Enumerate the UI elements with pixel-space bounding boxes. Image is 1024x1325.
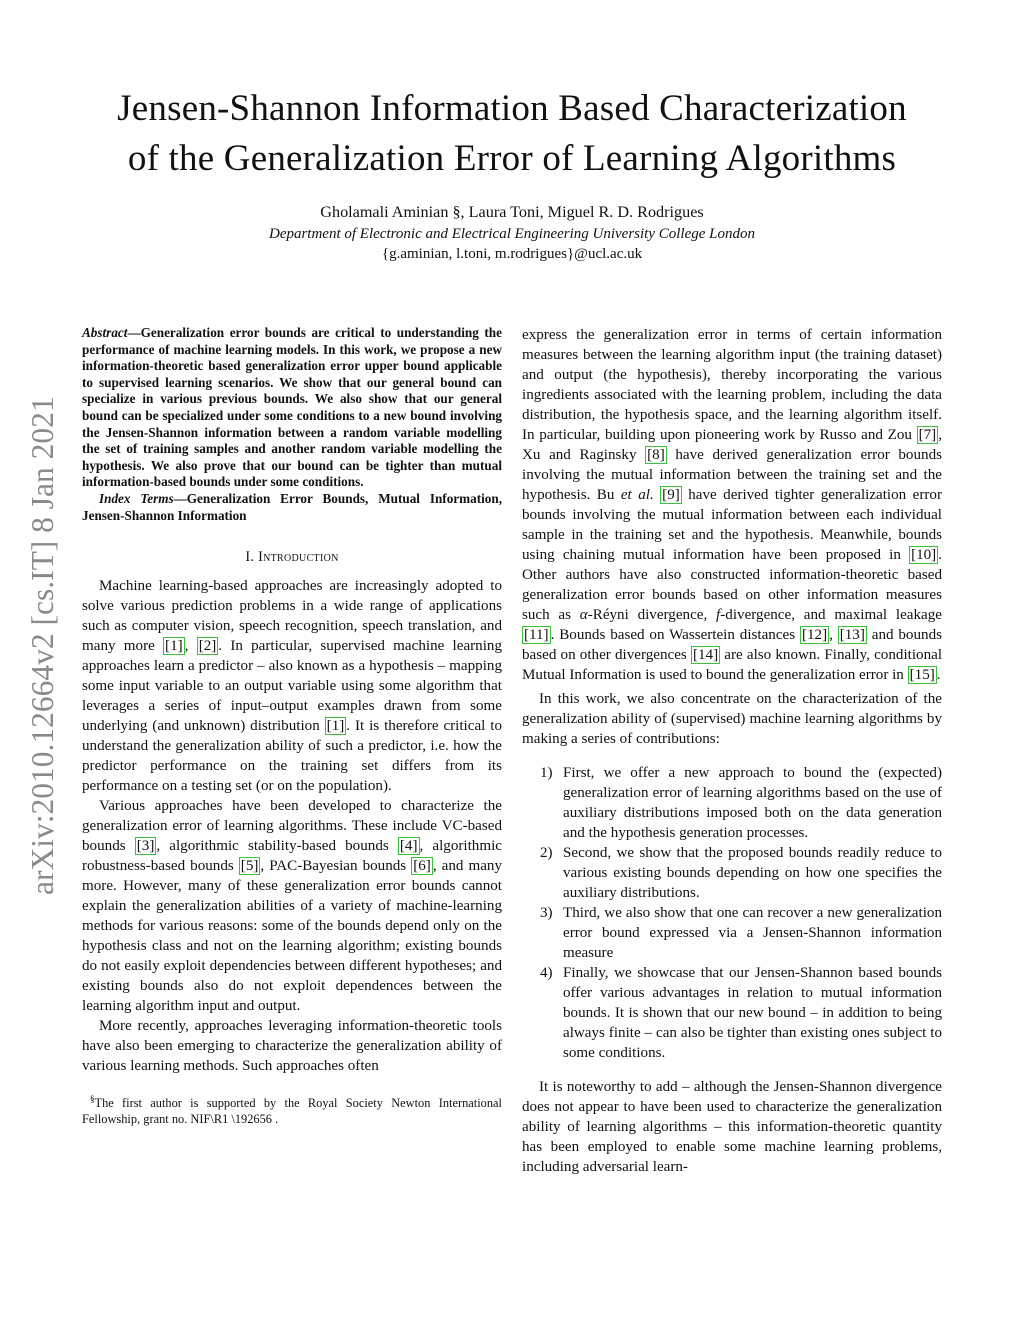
text-run: . It is therefore critical to understand the generalization ability of such a predictor, i.e. how the predictor performance on the training set differs from its performance on a testing set (or on the population). (82, 718, 502, 795)
text-run: , (184, 638, 197, 655)
index-terms-text: —Generalization Error Bounds, Mutual Information, Jensen-Shannon Information (82, 490, 502, 523)
abstract (82, 325, 502, 491)
citation-link[interactable]: [1] (326, 718, 345, 735)
citation-link[interactable]: [13] (839, 627, 865, 643)
text-run: are also known. Finally, conditional Mutual Information is used to bound the generalization error in (522, 647, 943, 683)
paragraph-2 (82, 796, 502, 1016)
text-run: . Other authors have also constructed information-theoretic based generalization error bounds based on other information measures such as (522, 547, 942, 623)
list-item (522, 903, 942, 963)
text-run: , and many more. However, many of these generalization error bounds cannot explain the generalization abilities of a variety of machine-learning methods for various reasons: some of the bounds depend only on the hypothesis class and not on the learning algorithm; existing bounds do not easily exploit dependencies between different hypotheses; and existing bounds also do not exploit dependences between the learning algorithm input and output. (82, 858, 502, 1015)
list-item (522, 963, 942, 1063)
citation-link[interactable]: [1] (165, 638, 183, 655)
text-run: , Xu and Raginsky (522, 427, 942, 463)
text-run: , algorithmic robustness-based bounds (82, 838, 502, 875)
paper-title (40, 84, 984, 184)
list-item (522, 763, 942, 843)
affiliation: Department of Electronic and Electrical Engineering University College London (268, 226, 755, 242)
text-run: Machine learning-based approaches are increasingly adopted to solve various prediction problems in a wide range of applications such as computer vision, speech recognition, speech translation, and many more (82, 578, 502, 655)
text-run: have derived generalization error bounds involving the mutual information between the training set and the hypothesis. Bu (522, 447, 942, 503)
text-run: Various approaches have been developed to characterize the generalization error of learning algorithms. These include VC-based bounds (82, 798, 502, 855)
citation-link[interactable]: [5] (240, 858, 259, 875)
section-number: I. (245, 549, 255, 566)
index-terms-label: Index Terms (99, 490, 174, 506)
list-number: 4) (540, 965, 553, 981)
list-number: 3) (540, 905, 553, 921)
paragraph-noteworthy: It is noteworthy to add – although the Jensen-Shannon divergence does not appear to have been used to characterize the generalization ability of learning algorithms – this information-theoretic quantity has been employed to enable some machine learning problems, including adversarial learn- (522, 1079, 942, 1175)
citation-link[interactable]: [6] (413, 858, 431, 875)
list-number: 1) (540, 765, 553, 781)
list-item (522, 843, 942, 903)
abstract-label: Abstract (82, 325, 128, 340)
title-line-1: Jensen-Shannon Information Based Characterization (117, 88, 907, 129)
author-emails: {g.aminian, l.toni, m.rodrigues}@ucl.ac.uk (381, 246, 643, 262)
text-run: et al. (620, 487, 654, 503)
intro-body-left (82, 576, 502, 1076)
citation-link[interactable]: [11] (524, 627, 549, 643)
citation-link[interactable]: [9] (662, 487, 680, 503)
text-run: , (829, 627, 838, 643)
citation-link[interactable]: [15] (909, 667, 935, 683)
section-heading-introduction (82, 548, 502, 566)
list-item-text: Third, we also show that one can recover a new generalization error bound expressed via a Jensen-Shannon information measure (563, 905, 942, 961)
text-run: have derived tighter generalization error bounds involving the mutual information between each individual sample in the training set and the hypothesis. Meanwhile, bounds using chaining mutual information have been proposed in (522, 487, 942, 563)
list-item-text: Second, we show that the proposed bounds readily reduce to various existing bounds depending on how one specifies the auxiliary distributions. (563, 845, 942, 901)
left-column (82, 325, 502, 1127)
list-item-text: Finally, we showcase that our Jensen-Shannon based bounds offer various advantages in relation to mutual information bounds. It is shown that our new bound – in addition to being always finite – can also be tighter than existing ones subject to some conditions. (563, 965, 942, 1061)
citation-link[interactable]: [12] (801, 627, 828, 643)
citation-link[interactable]: [2] (198, 638, 217, 655)
footnote-text: The first author is supported by the Royal Society Newton International Fellowship, grant no. NIF\R1 \192656 . (82, 1096, 502, 1126)
paragraph-1 (82, 576, 502, 796)
abstract-text: —Generalization error bounds are critical to understanding the performance of machine learning models. In this work, we propose a new information-theoretic based generalization error upper bound applicable to supervised learning scenarios. We show that our general bound can specialize in various previous bounds. We also show that our general bound can be specialized under some conditions to a new bound involving the Jensen-Shannon information between a random variable modelling the set of training samples and another random variable modelling the hypothesis. We also prove that our bound can be tighter than mutual information-based bounds under some conditions. (82, 325, 502, 490)
arxiv-identifier[interactable]: arXiv:2010.12664v2 [cs.IT] 8 Jan 2021 (25, 396, 60, 895)
list-number: 2) (540, 845, 553, 861)
text-run: . (936, 667, 941, 683)
text-run: and bounds based on other divergences (522, 627, 942, 663)
citation-link[interactable]: [4] (399, 838, 418, 855)
author-list: Gholamali Aminian §, Laura Toni, Miguel R. D. Rodrigues (320, 203, 704, 221)
paragraph-contributions-intro: In this work, we also concentrate on the characterization of the generalization ability of (supervised) machine learning algorithms by making a series of contributions: (522, 691, 942, 747)
footnote-mark: § (90, 1094, 95, 1105)
citation-link[interactable]: [10] (911, 547, 937, 563)
contributions-list (522, 763, 942, 1063)
paragraph-3: More recently, approaches leveraging information-theoretic tools have also been emerging to characterize the generalization ability of various learning methods. Such approaches often (82, 1018, 502, 1075)
footnote (82, 1092, 502, 1127)
text-run: -Réyni divergence, (587, 607, 717, 623)
paragraph-continued (522, 325, 942, 685)
text-run: , algorithmic stability-based bounds (156, 838, 398, 855)
text-run: . Bounds based on Wassertein distances (550, 627, 800, 643)
section-title: Introduction (258, 549, 339, 566)
text-run: express the generalization error in terms of certain information measures between the learning algorithm input (the training dataset) and output (the hypothesis), thereby incorporating the various ingredients associated with the learning problem, including the data distribution, the hypothesis space, and the learning algorithm itself. In particular, building upon pioneering work by Russo and Zou (522, 327, 942, 443)
citation-link[interactable]: [14] (692, 647, 719, 663)
math-symbol: f (716, 607, 721, 623)
math-symbol: α (579, 607, 588, 623)
list-item-text: First, we offer a new approach to bound the (expected) generalization error of learning algorithms based on the use of auxiliary distributions imposed both on the data generation and the hypothesis generation processes. (563, 765, 942, 841)
right-column (522, 325, 942, 1177)
index-terms (82, 491, 502, 524)
text-run: -divergence, and maximal leakage (720, 607, 942, 623)
citation-link[interactable]: [8] (647, 447, 665, 463)
citation-link[interactable]: [7] (918, 427, 937, 443)
text-run: . In particular, supervised machine learning approaches learn a predictor – also known as a hypothesis – mapping some input variable to an output variable using some algorithm that leverages a series of input–output examples drawn from some underlying (and unknown) distribution (82, 638, 503, 735)
title-line-2: of the Generalization Error of Learning Algorithms (127, 138, 897, 179)
citation-link[interactable]: [3] (136, 838, 155, 855)
text-run: , PAC-Bayesian bounds (260, 858, 412, 875)
